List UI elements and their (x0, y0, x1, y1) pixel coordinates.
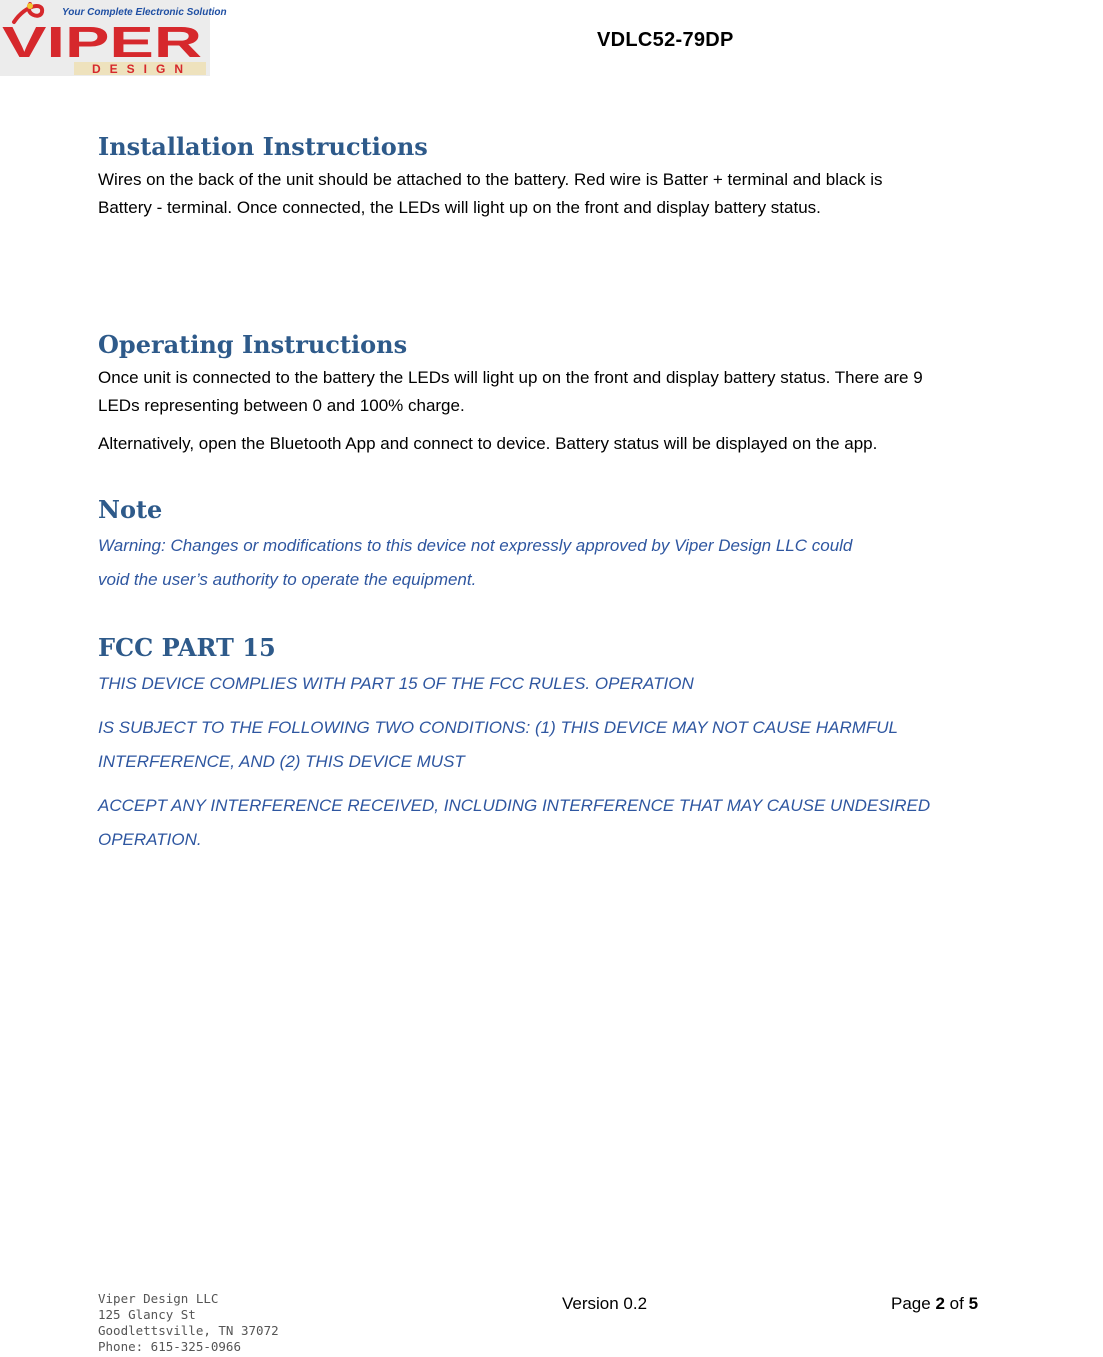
note-heading: Note (98, 495, 163, 524)
fcc-line-2: IS SUBJECT TO THE FOLLOWING TWO CONDITIONS: (1) THIS DEVICE MAY NOT CAUSE HARMFUL INTERFERENCE, AND (2) THIS DEVICE MUST (98, 718, 899, 771)
fcc-heading: FCC PART 15 (98, 633, 276, 662)
viper-design-logo (0, 0, 227, 76)
page-current: 2 (935, 1294, 945, 1313)
page-of: of (949, 1294, 964, 1313)
document-id: VDLC52-79DP (597, 29, 734, 51)
fcc-line-3: ACCEPT ANY INTERFERENCE RECEIVED, INCLUDING INTERFERENCE THAT MAY CAUSE UNDESIRED OPERATION. (98, 796, 931, 849)
operating-body-1: Once unit is connected to the battery the LEDs will light up on the front and display battery status. There are 9 LEDs representing between 0 and 100% charge. (98, 368, 923, 415)
installation-body: Wires on the back of the unit should be attached to the battery. Red wire is Batter + terminal and black is Battery - terminal. Once connected, the LEDs will light up on the front and display battery status. (98, 170, 883, 217)
operating-heading: Operating Instructions (98, 330, 408, 359)
page-content (98, 128, 1103, 857)
page-label: Page (891, 1294, 931, 1313)
svg-text:Your Complete Electronic Solut: Your Complete Electronic Solution (62, 7, 227, 18)
svg-text:DESIGN: DESIGN (92, 62, 193, 76)
fcc-line-1: THIS DEVICE COMPLIES WITH PART 15 OF THE FCC RULES. OPERATION (98, 674, 694, 693)
footer-version: Version 0.2 (562, 1294, 648, 1313)
operating-body-2: Alternatively, open the Bluetooth App and connect to device. Battery status will be displayed on the app. (98, 434, 878, 453)
footer-street: 125 Glancy St (98, 1307, 196, 1322)
footer-address (98, 1291, 279, 1355)
page-total: 5 (968, 1294, 979, 1313)
installation-heading: Installation Instructions (98, 132, 428, 161)
note-warning: Warning: Changes or modifications to this device not expressly approved by Viper Design LLC could void the user’s authority to operate the equipment. (98, 536, 853, 589)
footer-city: Goodlettsville, TN 37072 (98, 1323, 279, 1338)
footer-page-number (891, 1294, 978, 1314)
footer-phone: Phone: 615-325-0966 (98, 1339, 241, 1354)
svg-text:VIPER: VIPER (2, 18, 202, 67)
footer-company: Viper Design LLC (98, 1291, 219, 1306)
